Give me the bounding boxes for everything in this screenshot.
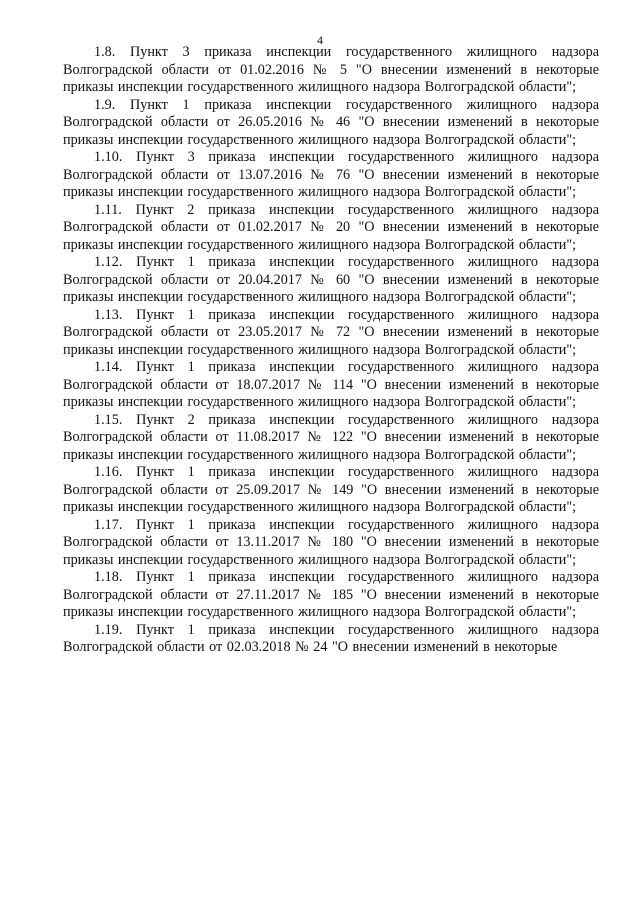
page-number: 4 — [317, 33, 323, 47]
list-item: 1.12. Пункт 1 приказа инспекции государственного жилищного надзора Волгоградской области от 20.04.2017 № 60 "О внесении изменений в некоторые приказы инспекции государственного жилищного надзора Волгоградской области"; — [63, 254, 599, 305]
list-item: 1.11. Пункт 2 приказа инспекции государственного жилищного надзора Волгоградской области от 01.02.2017 № 20 "О внесении изменений в некоторые приказы инспекции государственного жилищного надзора Волгоградской области"; — [63, 201, 599, 253]
list-item: 1.8. Пункт 3 приказа инспекции государственного жилищного надзора Волгоградской области от 01.02.2016 № 5 "О внесении изменений в некоторые приказы инспекции государственного жилищного надзора Волгоградской области"; — [63, 44, 599, 95]
list-item: 1.18. Пункт 1 приказа инспекции государственного жилищного надзора Волгоградской области от 27.11.2017 № 185 "О внесении изменений в некоторые приказы инспекции государственного жилищного надзора Волгоградской области"; — [63, 569, 599, 620]
list-item: 1.10. Пункт 3 приказа инспекции государственного жилищного надзора Волгоградской области от 13.07.2016 № 76 "О внесении изменений в некоторые приказы инспекции государственного жилищного надзора Волгоградской области"; — [63, 149, 599, 200]
list-item: 1.9. Пункт 1 приказа инспекции государственного жилищного надзора Волгоградской области от 26.05.2016 № 46 "О внесении изменений в некоторые приказы инспекции государственного жилищного надзора Волгоградской области"; — [63, 96, 599, 148]
document-body — [63, 44, 599, 657]
list-item: 1.13. Пункт 1 приказа инспекции государственного жилищного надзора Волгоградской области от 23.05.2017 № 72 "О внесении изменений в некоторые приказы инспекции государственного жилищного надзора Волгоградской области"; — [63, 306, 599, 358]
list-item: 1.15. Пункт 2 приказа инспекции государственного жилищного надзора Волгоградской области от 11.08.2017 № 122 "О внесении изменений в некоторые приказы инспекции государственного жилищного надзора Волгоградской области"; — [63, 411, 599, 463]
list-item: 1.14. Пункт 1 приказа инспекции государственного жилищного надзора Волгоградской области от 18.07.2017 № 114 "О внесении изменений в некоторые приказы инспекции государственного жилищного надзора Волгоградской области"; — [63, 359, 599, 410]
list-item: 1.19. Пункт 1 приказа инспекции государственного жилищного надзора Волгоградской области от 02.03.2018 № 24 "О внесении изменений в некоторые — [63, 621, 599, 655]
list-item: 1.16. Пункт 1 приказа инспекции государственного жилищного надзора Волгоградской области от 25.09.2017 № 149 "О внесении изменений в некоторые приказы инспекции государственного жилищного надзора Волгоградской области"; — [63, 464, 599, 515]
list-item: 1.17. Пункт 1 приказа инспекции государственного жилищного надзора Волгоградской области от 13.11.2017 № 180 "О внесении изменений в некоторые приказы инспекции государственного жилищного надзора Волгоградской области"; — [63, 516, 599, 568]
